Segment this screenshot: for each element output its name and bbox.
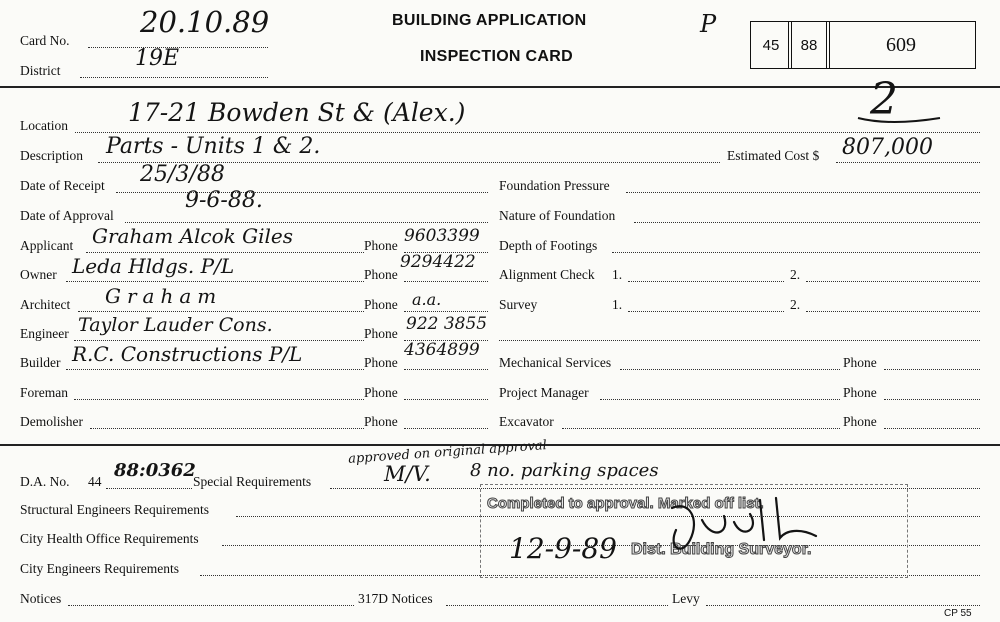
form-code: CP 55 (944, 608, 972, 619)
structural-engineers-label: Structural Engineers Requirements (20, 502, 209, 517)
da-no-label: D.A. No. (20, 474, 70, 489)
date-of-receipt-value: 25/3/88 (140, 162, 225, 187)
foreman-label: Foreman (20, 385, 68, 400)
box-a: 45 (750, 21, 792, 69)
alignment-check-num2: 2. (790, 267, 801, 282)
mechanical-services-label: Mechanical Services (499, 355, 612, 370)
alignment-check-num1: 1. (612, 267, 623, 282)
mechanical-services-phone-label: Phone (843, 355, 877, 370)
excavator-label: Excavator (499, 414, 554, 429)
applicant-phone-label: Phone (364, 238, 398, 253)
card-no-label: Card No. (20, 33, 70, 48)
owner-value: Leda Hldgs. P/L (72, 254, 235, 278)
survey-num2: 2. (790, 297, 801, 312)
owner-phone-value: 9294422 (400, 252, 476, 272)
engineer-phone-value: 922 3855 (406, 314, 488, 334)
card-no-value: 20.10.89 (140, 5, 270, 39)
excavator-phone-label: Phone (843, 414, 877, 429)
special-parking: 8 no. parking spaces (470, 460, 659, 481)
city-engineers-label: City Engineers Requirements (20, 561, 179, 576)
da-prefix: 44 (88, 474, 102, 489)
estimated-cost-value: 807,000 (842, 135, 933, 160)
notices-317d-label: 317D Notices (358, 591, 433, 606)
architect-phone-label: Phone (364, 297, 398, 312)
stamp-line-2: Dist. Building Surveyor. (631, 541, 812, 558)
demolisher-phone-label: Phone (364, 414, 398, 429)
special-note: approved on original approval (347, 438, 548, 467)
notices-label: Notices (20, 591, 62, 606)
district-label: District (20, 63, 61, 78)
title-line-2: INSPECTION CARD (420, 48, 573, 65)
levy-label: Levy (672, 591, 700, 606)
mark-p: P (700, 10, 717, 38)
engineer-label: Engineer (20, 326, 69, 341)
stamp-date: 12-9-89 (509, 532, 617, 565)
city-health-label: City Health Office Requirements (20, 531, 199, 546)
survey-num1: 1. (612, 297, 623, 312)
alignment-check-label: Alignment Check (499, 267, 595, 282)
foundation-pressure-label: Foundation Pressure (499, 178, 610, 193)
builder-label: Builder (20, 355, 61, 370)
builder-value: R.C. Constructions P/L (72, 342, 303, 366)
special-requirements-label: Special Requirements (193, 474, 312, 489)
architect-value: Graham (105, 284, 223, 308)
builder-phone-label: Phone (364, 355, 398, 370)
builder-phone-value: 4364899 (404, 340, 480, 360)
district-value: 19E (135, 46, 180, 71)
engineer-value: Taylor Lauder Cons. (78, 314, 273, 336)
applicant-phone-value: 9603399 (404, 226, 480, 246)
date-of-receipt-label: Date of Receipt (20, 178, 105, 193)
foreman-phone-label: Phone (364, 385, 398, 400)
nature-of-foundation-label: Nature of Foundation (499, 208, 616, 223)
da-number: 88:0362 (114, 460, 196, 481)
owner-label: Owner (20, 267, 57, 282)
corner-number: 2 (870, 74, 898, 125)
box-c: 609 (826, 21, 976, 69)
applicant-value: Graham Alcok Giles (92, 224, 294, 248)
title-line-1: BUILDING APPLICATION (392, 12, 587, 29)
applicant-label: Applicant (20, 238, 74, 253)
description-value: Parts - Units 1 & 2. (106, 134, 321, 159)
demolisher-label: Demolisher (20, 414, 83, 429)
location-label: Location (20, 118, 68, 133)
depth-of-footings-label: Depth of Footings (499, 238, 598, 253)
stamp-line-1: Completed to approval. Marked off list. (487, 495, 764, 512)
owner-phone-label: Phone (364, 267, 398, 282)
description-label: Description (20, 148, 83, 163)
special-mv: M/V. (384, 462, 431, 486)
architect-phone-value: a.a. (412, 290, 442, 309)
date-of-approval-label: Date of Approval (20, 208, 114, 223)
survey-label: Survey (499, 297, 538, 312)
project-manager-phone-label: Phone (843, 385, 877, 400)
location-value: 17-21 Bowden St & (Alex.) (128, 98, 466, 127)
date-of-approval-value: 9-6-88. (185, 188, 263, 213)
engineer-phone-label: Phone (364, 326, 398, 341)
estimated-cost-label: Estimated Cost $ (727, 148, 820, 163)
project-manager-label: Project Manager (499, 385, 589, 400)
box-b: 88 (788, 21, 830, 69)
architect-label: Architect (20, 297, 71, 312)
